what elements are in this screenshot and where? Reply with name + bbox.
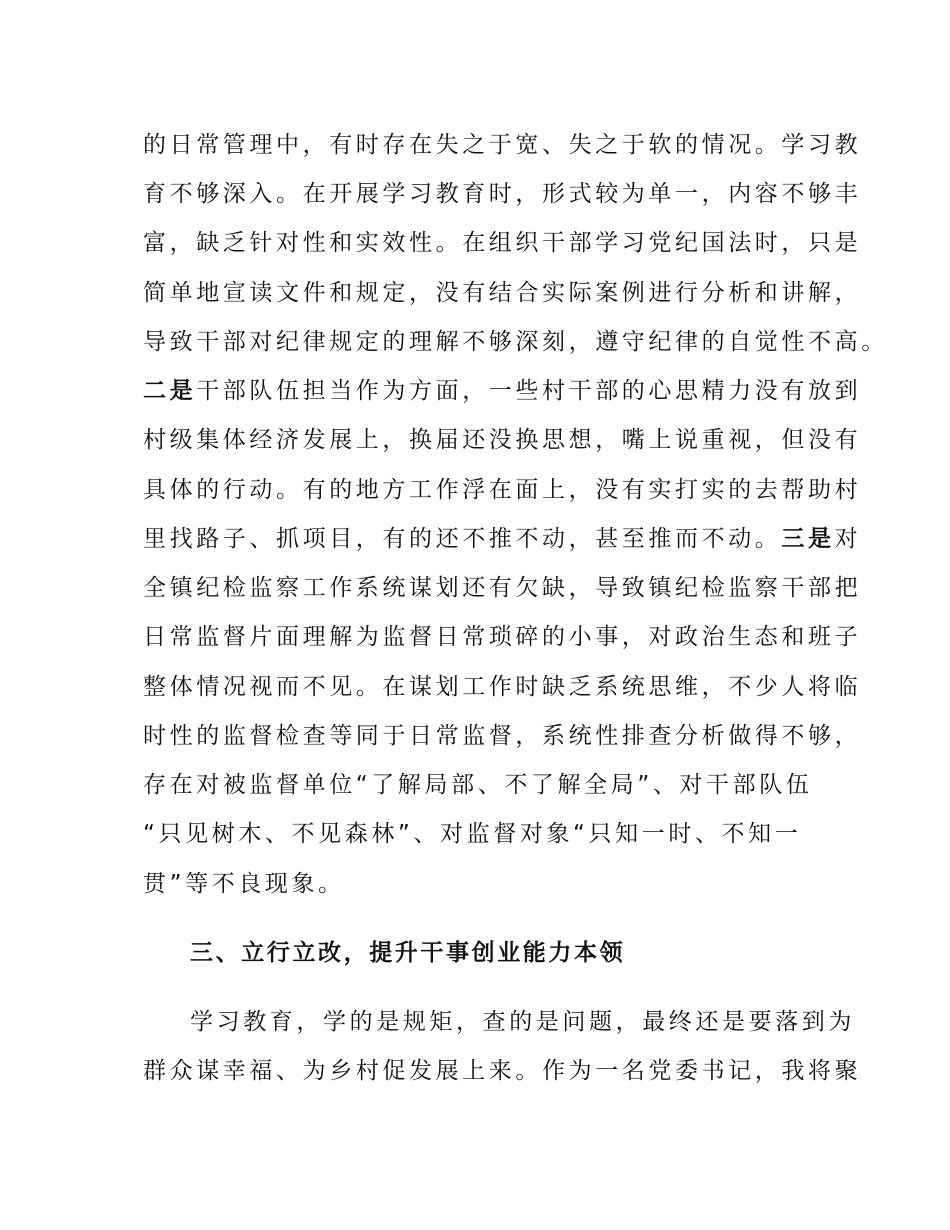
paragraph-line: 日常监督片面理解为监督日常琐碎的小事，对政治生态和班子 [143, 624, 862, 650]
paragraph-line: 导致干部对纪律规定的理解不够深刻，遵守纪律的自觉性不高。 [143, 329, 888, 355]
paragraph-text: 干部队伍担当作为方面，一些村干部的心思精力没有放到 [196, 378, 862, 404]
paragraph-line: 整体情况视而不见。在谋划工作时缺乏系统思维，不少人将临 [143, 674, 862, 700]
paragraph-text: 对 [834, 526, 862, 552]
paragraph-text: 里找路子、抓项目，有的还不推不动，甚至推而不动。 [143, 526, 782, 552]
paragraph-line: 的日常管理中，有时存在失之于宽、失之于软的情况。学习教 [143, 132, 862, 158]
paragraph-line [143, 524, 862, 554]
section-heading: 三、立行立改，提升干事创业能力本领 [190, 940, 626, 966]
paragraph-line: 存在对被监督单位“了解局部、不了解全局”、对干部队伍 [143, 772, 813, 798]
point-marker-two: 二是 [143, 378, 197, 404]
paragraph-line: “只见树木、不见森林”、对监督对象“只知一时、不知一 [143, 821, 802, 847]
paragraph-line: 群众谋幸福、为乡村促发展上来。作为一名党委书记，我将聚 [143, 1058, 862, 1084]
paragraph-line: 简单地宣读文件和规定，没有结合实际案例进行分析和讲解， [143, 280, 862, 306]
paragraph-line: 富，缺乏针对性和实效性。在组织干部学习党纪国法时，只是 [143, 230, 862, 256]
paragraph-line: 村级集体经济发展上，换届还没换思想，嘴上说重视，但没有 [143, 427, 862, 453]
paragraph-line: 具体的行动。有的地方工作浮在面上，没有实打实的去帮助村 [143, 477, 862, 503]
paragraph-line: 贯”等不良现象。 [143, 871, 345, 897]
paragraph-line: 学习教育，学的是规矩，查的是问题，最终还是要落到为 [190, 1009, 855, 1035]
paragraph-line [143, 376, 862, 406]
point-marker-three: 三是 [781, 526, 835, 552]
paragraph-line: 育不够深入。在开展学习教育时，形式较为单一，内容不够丰 [143, 181, 862, 207]
paragraph-line: 时性的监督检查等同于日常监督，系统性排查分析做得不够， [143, 723, 862, 749]
paragraph-line: 全镇纪检监察工作系统谋划还有欠缺，导致镇纪检监察干部把 [143, 575, 862, 601]
